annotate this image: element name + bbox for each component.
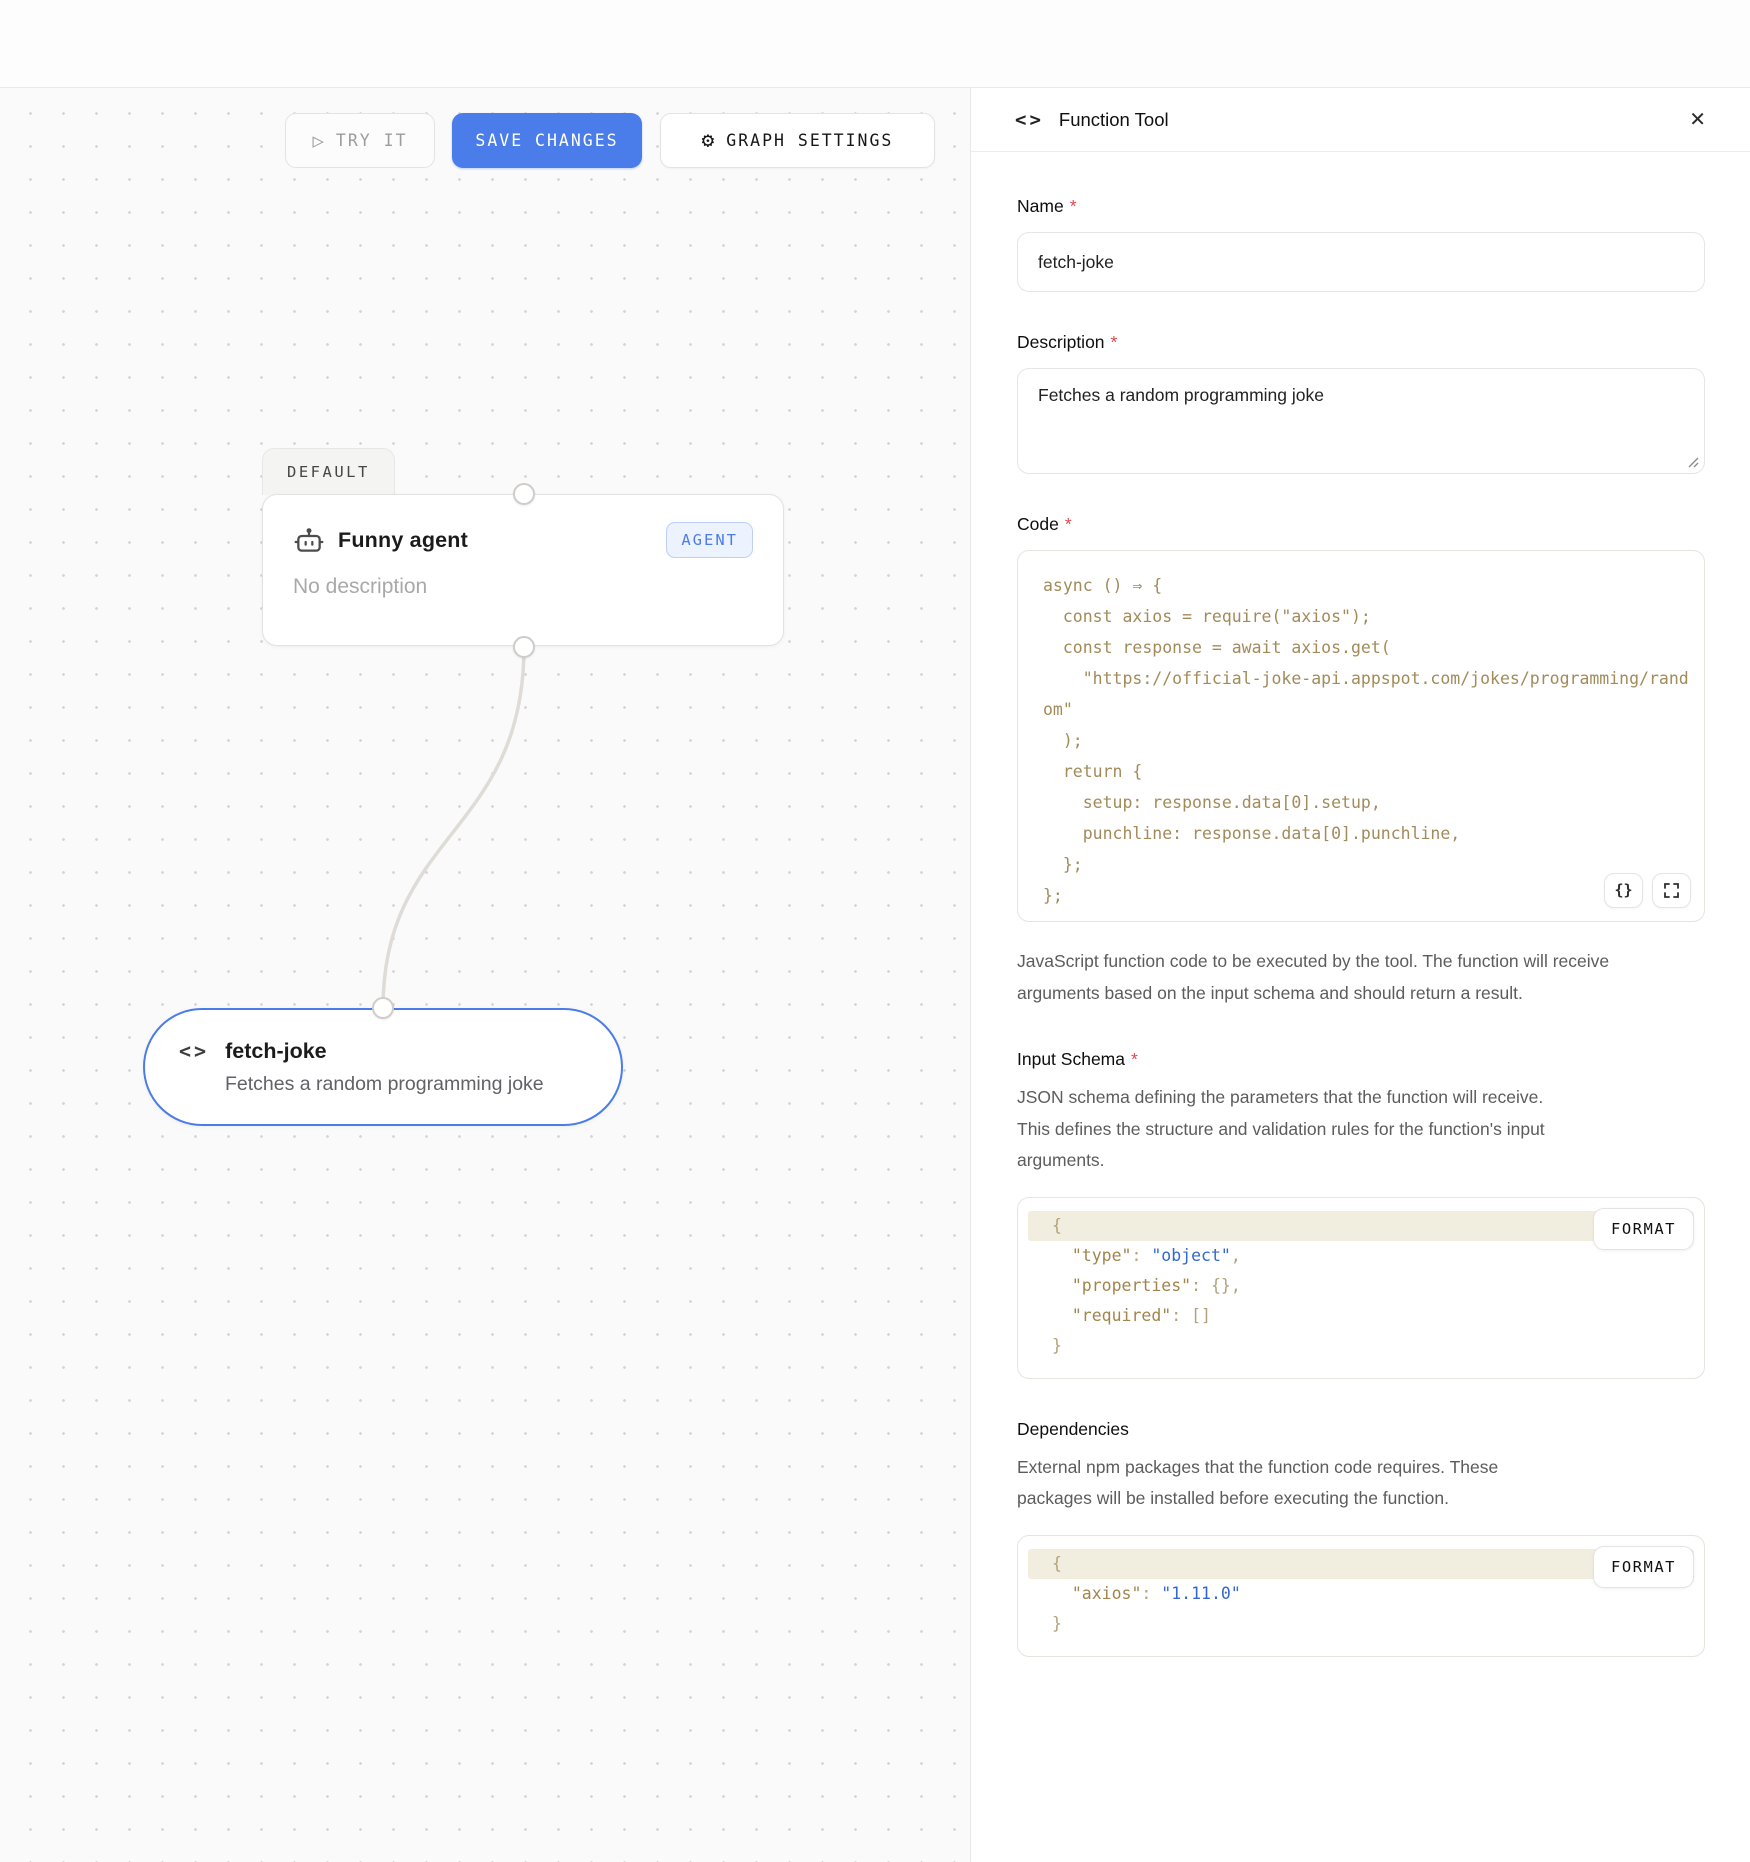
node-edge — [0, 88, 970, 1862]
tool-top-handle[interactable] — [372, 997, 394, 1019]
input-schema-help-text: JSON schema defining the parameters that the function will receive. This defines the structure and validation rules for the function's input arguments. — [1017, 1087, 1545, 1170]
json-line: "required": [] — [1071, 1305, 1211, 1325]
json-line: } — [1052, 1613, 1062, 1633]
required-asterisk: * — [1069, 196, 1077, 216]
input-schema-editor[interactable] — [1017, 1197, 1705, 1379]
code-line: async () ⇒ { — [1043, 576, 1163, 595]
try-it-label: TRY IT — [335, 131, 408, 150]
dependencies-label: Dependencies — [1017, 1418, 1129, 1439]
code-line: "https://official-joke-api.appspot.com/jokes/programming/random" — [1043, 669, 1689, 719]
description-textarea[interactable] — [1017, 368, 1705, 474]
code-line: }; — [1043, 886, 1063, 905]
json-line: { — [1028, 1211, 1694, 1241]
graph-canvas[interactable] — [0, 88, 970, 1862]
format-button[interactable]: FORMAT — [1593, 1208, 1694, 1250]
agent-node-title: Funny agent — [338, 527, 469, 552]
code-line: return { — [1043, 762, 1143, 781]
close-icon[interactable]: ✕ — [1689, 108, 1706, 131]
graph-settings-label: GRAPH SETTINGS — [726, 131, 894, 150]
robot-icon — [293, 524, 325, 556]
description-label: Description * — [1017, 332, 1118, 352]
function-tool-panel — [970, 88, 1750, 1862]
dependencies-editor[interactable] — [1017, 1535, 1705, 1657]
agent-top-handle[interactable] — [513, 483, 535, 505]
agent-type-badge: AGENT — [666, 522, 753, 558]
format-braces-button[interactable]: {} — [1604, 873, 1643, 908]
format-button[interactable]: FORMAT — [1593, 1546, 1694, 1588]
code-line: setup: response.data[0].setup, — [1043, 793, 1381, 812]
required-asterisk: * — [1130, 1049, 1138, 1069]
dependencies-help-text: External npm packages that the function code requires. These packages will be installed before executing the function. — [1017, 1456, 1499, 1508]
required-asterisk: * — [1064, 514, 1072, 534]
code-line: const response = await axios.get( — [1043, 638, 1391, 657]
default-group-tab[interactable] — [262, 448, 395, 495]
panel-header — [971, 88, 1750, 152]
default-group-label: DEFAULT — [287, 463, 370, 481]
expand-fullscreen-button[interactable] — [1652, 873, 1691, 908]
agent-bottom-handle[interactable] — [513, 636, 535, 658]
tool-node-title: fetch-joke — [225, 1038, 327, 1063]
code-editor[interactable] — [1017, 550, 1705, 922]
gear-icon: ⚙ — [701, 128, 715, 152]
tool-node-description: Fetches a random programming joke — [225, 1072, 544, 1095]
code-line: ); — [1043, 731, 1083, 750]
code-brackets-icon: <> — [1015, 108, 1044, 131]
json-line: { — [1028, 1549, 1694, 1579]
agent-node-description: No description — [293, 575, 428, 598]
name-input[interactable] — [1017, 232, 1705, 292]
app-top-bar — [0, 0, 1750, 88]
json-line: } — [1052, 1335, 1062, 1355]
code-brackets-icon: <> — [179, 1039, 210, 1063]
json-line: "properties": {}, — [1071, 1275, 1241, 1295]
code-label: Code * — [1017, 514, 1072, 534]
required-asterisk: * — [1110, 332, 1118, 352]
json-line: "type": "object", — [1071, 1245, 1241, 1265]
play-icon: ▷ — [312, 129, 324, 152]
json-line: "axios": "1.11.0" — [1071, 1583, 1241, 1603]
function-tool-node[interactable] — [143, 1008, 623, 1126]
input-schema-label: Input Schema * — [1017, 1049, 1138, 1069]
fullscreen-icon — [1664, 883, 1679, 898]
code-line: punchline: response.data[0].punchline, — [1043, 824, 1461, 843]
code-line: const axios = require("axios"); — [1043, 607, 1371, 626]
save-changes-label: SAVE CHANGES — [475, 131, 619, 150]
agent-node[interactable] — [262, 494, 784, 646]
panel-title: Function Tool — [1058, 108, 1169, 130]
code-help-text: JavaScript function code to be executed by the tool. The function will receive arguments based on the input schema and should return a result. — [1017, 951, 1610, 1003]
resize-handle-icon[interactable] — [1685, 454, 1699, 468]
name-label: Name * — [1017, 196, 1077, 216]
code-line: }; — [1043, 855, 1083, 874]
